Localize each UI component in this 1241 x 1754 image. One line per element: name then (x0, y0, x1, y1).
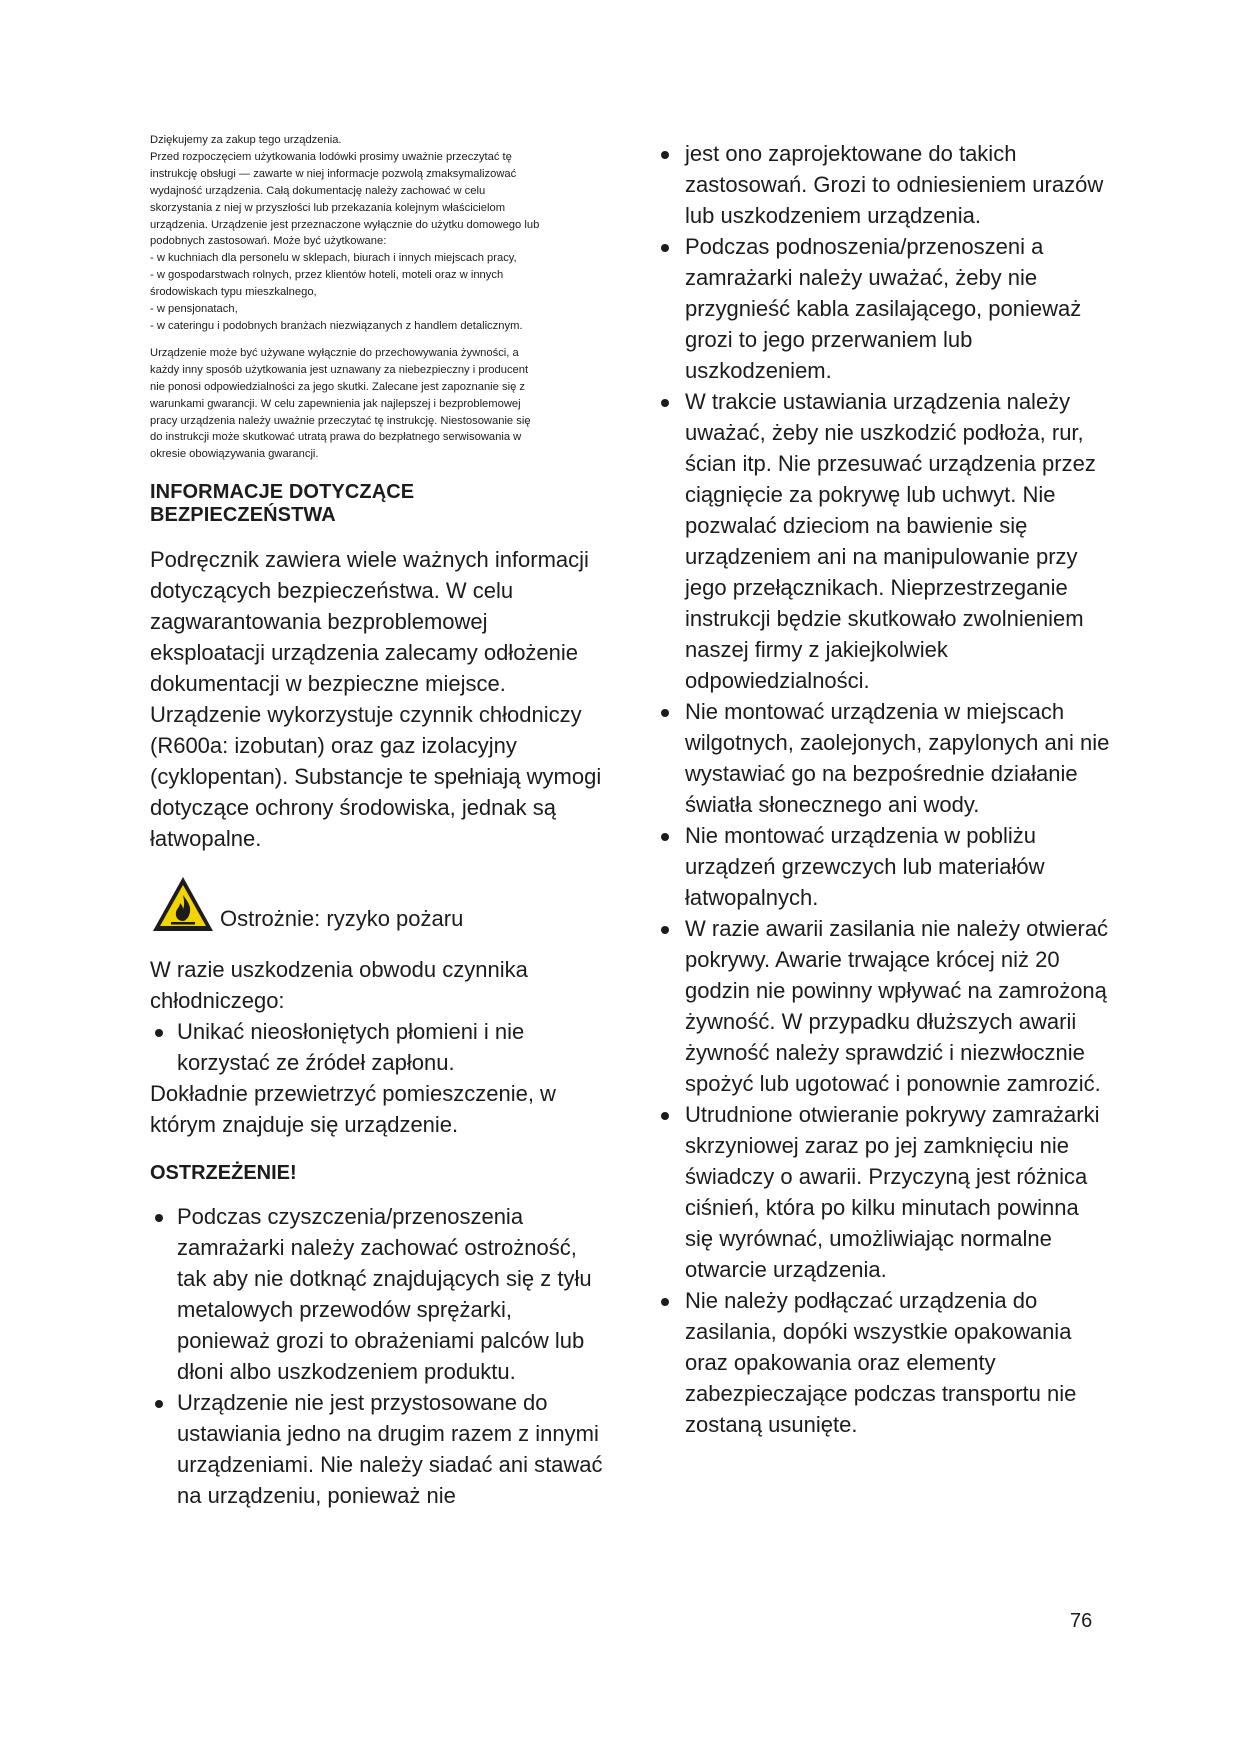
leak-bullet-list (150, 1016, 605, 1078)
list-item: W trakcie ustawiania urządzenia należy uważać, żeby nie uszkodzić podłoża, rur, ścian itp. Nie przesuwać urządzenia przez ciągnięcie za pokrywę lub uchwyt. Nie pozwalać dzieciom na bawienie się urządzeniem ani na manipulowanie przy jego przełącznikach. Nieprzestrzeganie instrukcji będzie skutkowało zwolnieniem naszej firmy z jakiejkolwiek odpowiedzialności. (655, 386, 1110, 696)
intro-line: Dziękujemy za zakup tego urządzenia. (150, 134, 342, 146)
intro-line: środowiskach typu mieszkalnego, (150, 286, 317, 299)
intro-line: wydajność urządzenia. Całą dokumentację należy zachować w celu (150, 184, 486, 197)
list-item: Podczas podnoszenia/przenoszeni a zamrażarki należy uważać, żeby nie przygnieść kabla zasilającego, ponieważ grozi to jego przerwaniem lub uszkodzeniem. (655, 231, 1110, 386)
list-item: Utrudnione otwieranie pokrywy zamrażarki skrzyniowej zaraz po jej zamknięciu nie świadczy o awarii. Przyczyną jest różnica ciśnień, która po kilku minutach powinna się wyrównać, umożliwiając normalne otwarcie urządzenia. (655, 1099, 1110, 1285)
intro-line: skorzystania z niej w przyszłości lub przekazania kolejnym właścicielom (150, 201, 506, 214)
intro-line: - w pensjonatach, (150, 303, 238, 316)
intro-line: - w cateringu i podobnych branżach niezwiązanych z handlem detalicznym. (150, 319, 523, 332)
warning-bullets-right (655, 138, 1110, 1440)
safety-heading: INFORMACJE DOTYCZĄCE BEZPIECZEŃSTWA (150, 481, 415, 527)
intro-line: instrukcję obsługi — zawarte w niej informacje pozwolą zmaksymalizować (150, 167, 517, 180)
ventilate-text: Dokładnie przewietrzyć pomieszczenie, w którym znajduje się urządzenie. (150, 1081, 556, 1138)
safety-paragraph-2: Urządzenie wykorzystuje czynnik chłodniczy (R600a: izobutan) oraz gaz izolacyjny (cyklopentan). Substancje te spełniają wymogi dotyczące ochrony środowiska, jednak są łatwopalne. (150, 702, 602, 852)
list-item: Urządzenie nie jest przystosowane do ustawiania jedno na drugim razem z innymi urządzeniami. Nie należy siadać ani stawać na urządzeniu, ponieważ nie (150, 1387, 605, 1511)
fire-warning-text: Ostrożnie: ryzyko pożaru (220, 906, 464, 932)
list-item: Nie należy podłączać urządzenia do zasilania, dopóki wszystkie opakowania oraz opakowania oraz elementy zabezpieczające podczas transportu nie zostaną usunięte. (655, 1285, 1110, 1440)
flammable-triangle-icon (150, 874, 216, 934)
intro-line: podobnych zastosowań. Może być użytkowane: (150, 235, 387, 248)
safety-paragraph-1: Podręcznik zawiera wiele ważnych informacji dotyczących bezpieczeństwa. W celu zagwarantowania bezproblemowej eksploatacji urządzenia zalecamy odłożenie dokumentacji w bezpieczne miejsce. (150, 547, 589, 697)
intro-line: Urządzenie może być używane wyłącznie do przechowywania żywności, a (150, 346, 519, 359)
list-item: Unikać nieosłoniętych płomieni i nie korzystać ze źródeł zapłonu. (150, 1016, 605, 1078)
right-column (655, 138, 1110, 1440)
warning-bullets-left (150, 1201, 605, 1511)
intro-line: - w gospodarstwach rolnych, przez klientów hoteli, moteli oraz w innych (150, 269, 504, 282)
intro-line: warunkami gwarancji. W celu zapewnienia jak najlepszej i bezproblemowej (150, 397, 521, 410)
page-number: 76 (1070, 1610, 1093, 1632)
intro-line: nie ponosi odpowiedzialności za jego skutki. Zalecane jest zapoznanie się z (150, 380, 526, 393)
paragraph-gap (150, 335, 605, 345)
intro-line: pracy urządzenia należy uważnie przeczytać tę instrukcję. Niestosowanie się (150, 414, 531, 427)
intro-line: do instrukcji może skutkować utratą prawa do bezpłatnego serwisowania w (150, 431, 522, 444)
intro-line: Przed rozpoczęciem użytkowania lodówki prosimy uważnie przeczytać tę (150, 150, 512, 163)
fire-warning (150, 874, 605, 934)
list-item: Podczas czyszczenia/przenoszenia zamrażarki należy zachować ostrożność, tak aby nie dotknąć znajdujących się z tyłu metalowych przewodów sprężarki, ponieważ grozi to obrażeniami palców lub dłoni albo uszkodzeniem produktu. (150, 1201, 605, 1387)
intro-line: okresie obowiązywania gwarancji. (150, 448, 319, 461)
list-item: Nie montować urządzenia w miejscach wilgotnych, zaolejonych, zapylonych ani nie wystawiać go na bezpośrednie działanie światła słonecznego ani wody. (655, 696, 1110, 820)
intro-text (150, 132, 605, 463)
warning-heading: OSTRZEŻENIE! (150, 1162, 297, 1185)
intro-line: każdy inny sposób użytkowania jest uznawany za niebezpieczny i producent (150, 363, 529, 376)
list-item: Nie montować urządzenia w pobliżu urządzeń grzewczych lub materiałów łatwopalnych. (655, 820, 1110, 913)
left-column (150, 132, 605, 1511)
safety-body (150, 544, 605, 854)
leak-intro: W razie uszkodzenia obwodu czynnika chłodniczego: (150, 957, 528, 1014)
leak-section (150, 954, 605, 1140)
list-item: W razie awarii zasilania nie należy otwierać pokrywy. Awarie trwające krócej niż 20 godzin nie powinny wpływać na zamrożoną żywność. W przypadku dłuższych awarii żywność należy sprawdzić i niezwłocznie spożyć lub ugotować i ponownie zamrozić. (655, 913, 1110, 1099)
intro-line: urządzenia. Urządzenie jest przeznaczone wyłącznie do użytku domowego lub (150, 218, 540, 231)
intro-line: - w kuchniach dla personelu w sklepach, biurach i innych miejscach pracy, (150, 252, 517, 265)
list-item: jest ono zaprojektowane do takich zastosowań. Grozi to odniesieniem urazów lub uszkodzeniem urządzenia. (655, 138, 1110, 231)
